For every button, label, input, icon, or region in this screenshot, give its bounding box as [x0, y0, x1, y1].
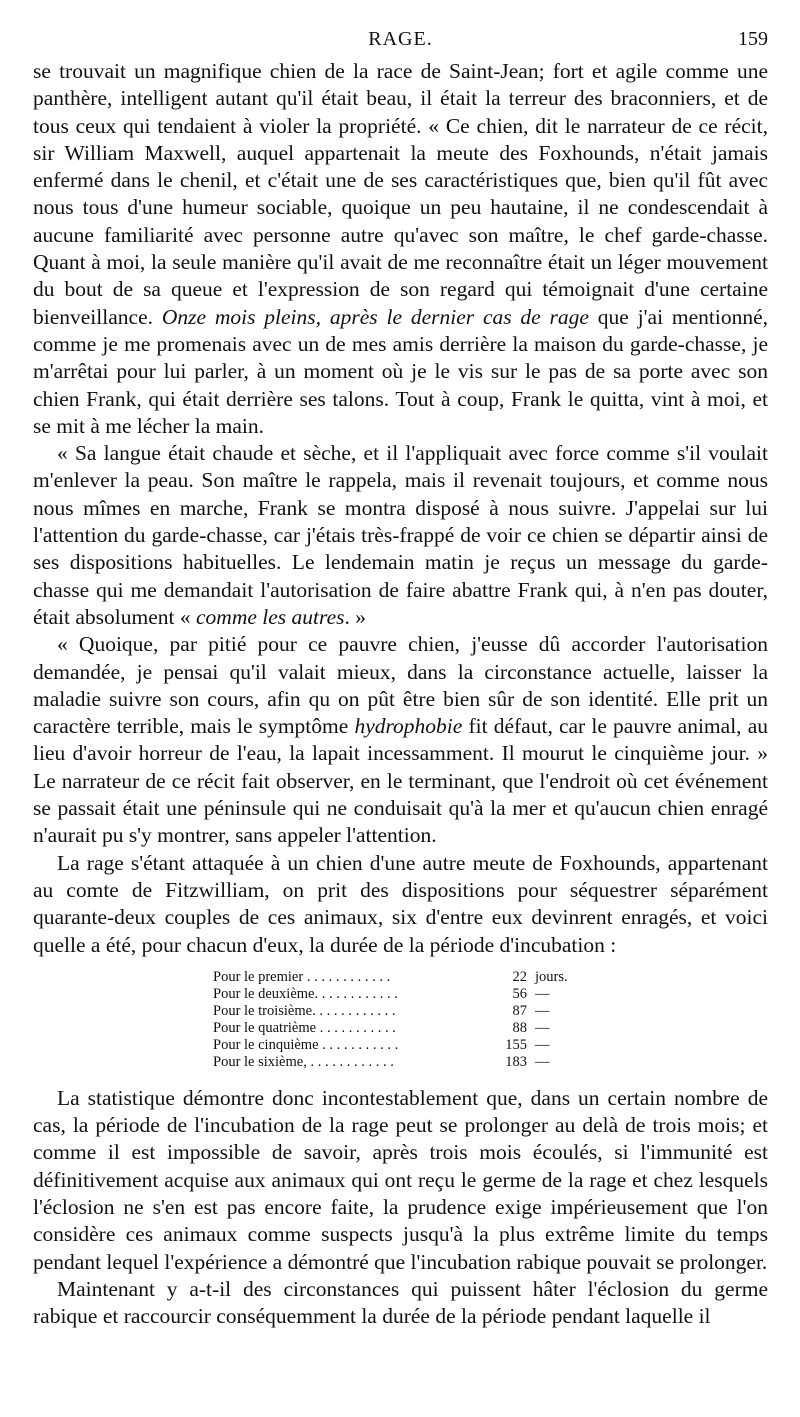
- table-row-unit: —: [535, 1002, 550, 1019]
- paragraph-2-text: « Sa langue était chaude et sèche, et il l'appliquait avec force comme s'il voulait m'enlever la peau. Son maître le rappela, mais il revenait toujours, et comme nous nous mîmes en marche, Frank se montra disposé à nous suivre. J'appelai sur lui l'attention du garde-chasse, car j'étais très-frappé de voir ce chien se départir ainsi de ses dispositions habituelles. Le lendemain matin je reçus un message du garde-chasse qui me demandait l'autorisation de faire abattre Frank qui, à n'en pas douter, était absolument «: [33, 441, 768, 629]
- table-row-label: Pour le deuxième. . . . . . . . . . . .: [213, 985, 398, 1002]
- table-row: [213, 1037, 768, 1054]
- paragraph-3-end: fit défaut, car le pauvre animal, au lieu d'avoir horreur de l'eau, la lapait incessamment. Il mourut le cinquième jour. » Le narrateur de ce récit fait observer, en le terminant, que l'endroit où cet événement se passait était une péninsule qui ne conduisait qu'à la mer et qu'aucun chien enragé n'aurait pu s'y montrer, sans appeler l'attention.: [33, 714, 768, 848]
- paragraph-3-text: « Quoique, par pitié pour ce pauvre chien, j'eusse dû accorder l'autorisation demandée, je pensai qu'il valait mieux, dans la circonstance actuelle, laisser la maladie suivre son cours, afin qu on pût être bien sûr de son identité. Elle prit un caractère terrible, mais le symptôme: [33, 632, 768, 739]
- table-row-value: 56: [512, 985, 527, 1002]
- table-row-unit: jours.: [535, 968, 568, 985]
- paragraph-2-end: . »: [344, 604, 366, 629]
- table-row: [213, 1020, 768, 1037]
- table-row-label: Pour le sixième, . . . . . . . . . . . .: [213, 1053, 394, 1070]
- paragraph-6: Maintenant y a-t-il des circonstances qui puissent hâter l'éclosion du germe rabique et raccourcir conséquemment la durée de la période pendant laquelle il: [33, 1276, 768, 1329]
- table-row-label: Pour le quatrième . . . . . . . . . . .: [213, 1019, 396, 1036]
- table-row: [213, 986, 768, 1003]
- running-title: RAGE.: [368, 28, 433, 50]
- table-row: [213, 969, 768, 986]
- table-row-unit: —: [535, 1053, 550, 1070]
- paragraph-1-text: se trouvait un magnifique chien de la race de Saint-Jean; fort et agile comme une panthère, intelligent autant qu'il était beau, il était la terreur des braconniers, et de tous ceux qui tendaient à violer la propriété. « Ce chien, dit le narrateur de ce récit, sir William Maxwell, auquel appartenait la meute des Foxhounds, n'était jamais enfermé dans le chenil, et c'était une de ses caractéristiques que, bien qu'il fût avec nous tous d'une humeur sociable, quoique un peu hautaine, il ne condescendait à aucune familiarité avec personne autre qu'avec son maître, le chef garde-chasse. Quant à moi, la seule manière qu'il avait de me reconnaître était un léger mouvement du bout de sa queue et l'expression de son regard qui témoignait d'une certaine bienveillance.: [33, 59, 768, 329]
- table-row-unit: —: [535, 1019, 550, 1036]
- page-header: [33, 28, 768, 58]
- paragraph-5: La statistique démontre donc incontestablement que, dans un certain nombre de cas, la période de l'incubation de la rage peut se prolonger au delà de trois mois; et comme il est impossible de savoir, après trois mois écoulés, si l'immunité est définitivement acquise aux animaux qui ont reçu le germe de la rage et chez lesquels l'éclosion ne s'en est pas encore faite, la prudence exige impérieusement que l'on considère ces animaux comme suspects jusqu'à la plus extrême limite du temps pendant lequel l'expérience a démontré que l'incubation rabique pouvait se prolonger.: [33, 1085, 768, 1274]
- paragraph-3: [33, 631, 768, 849]
- paragraph-4: La rage s'étant attaquée à un chien d'une autre meute de Foxhounds, appartenant au comte de Fitzwilliam, on prit des dispositions pour séquestrer séparément quarante-deux couples de ces animaux, six d'entre eux devinrent enragés, et voici quelle a été, pour chacun d'eux, la durée de la période d'incubation :: [33, 850, 768, 957]
- book-page: [33, 28, 768, 1330]
- paragraph-1-continuation: que j'ai mentionné, comme je me promenais avec un de mes amis derrière la maison du garde-chasse, je m'arrêtai pour lui parler, à un moment où je le vis sur le pas de sa porte avec son chien Frank, qui était derrière ses talons. Tout à coup, Frank le quitta, vint à moi, et se mit à me lécher la main.: [33, 304, 769, 438]
- table-row: [213, 1054, 768, 1071]
- table-row-value: 88: [512, 1019, 527, 1036]
- table-row-unit: —: [535, 1036, 550, 1053]
- incubation-table: [213, 969, 768, 1071]
- table-row-value: 155: [505, 1036, 527, 1053]
- paragraph-2: [33, 440, 768, 631]
- page-number: 159: [738, 28, 768, 50]
- table-row-value: 87: [512, 1002, 527, 1019]
- table-row: [213, 1003, 768, 1020]
- paragraph-1: [33, 58, 768, 440]
- table-row-unit: —: [535, 985, 550, 1002]
- table-row-label: Pour le cinquième . . . . . . . . . . .: [213, 1036, 399, 1053]
- paragraph-3-italic: hydrophobie: [354, 714, 463, 739]
- table-row-label: Pour le troisième. . . . . . . . . . . .: [213, 1002, 396, 1019]
- table-row-value: 183: [505, 1053, 527, 1070]
- body-text: [33, 58, 768, 1330]
- paragraph-2-italic: comme les autres: [196, 604, 345, 629]
- table-row-label: Pour le premier . . . . . . . . . . . .: [213, 968, 391, 985]
- paragraph-1-italic: Onze mois pleins, après le dernier cas de rage: [161, 304, 589, 329]
- table-row-value: 22: [512, 968, 527, 985]
